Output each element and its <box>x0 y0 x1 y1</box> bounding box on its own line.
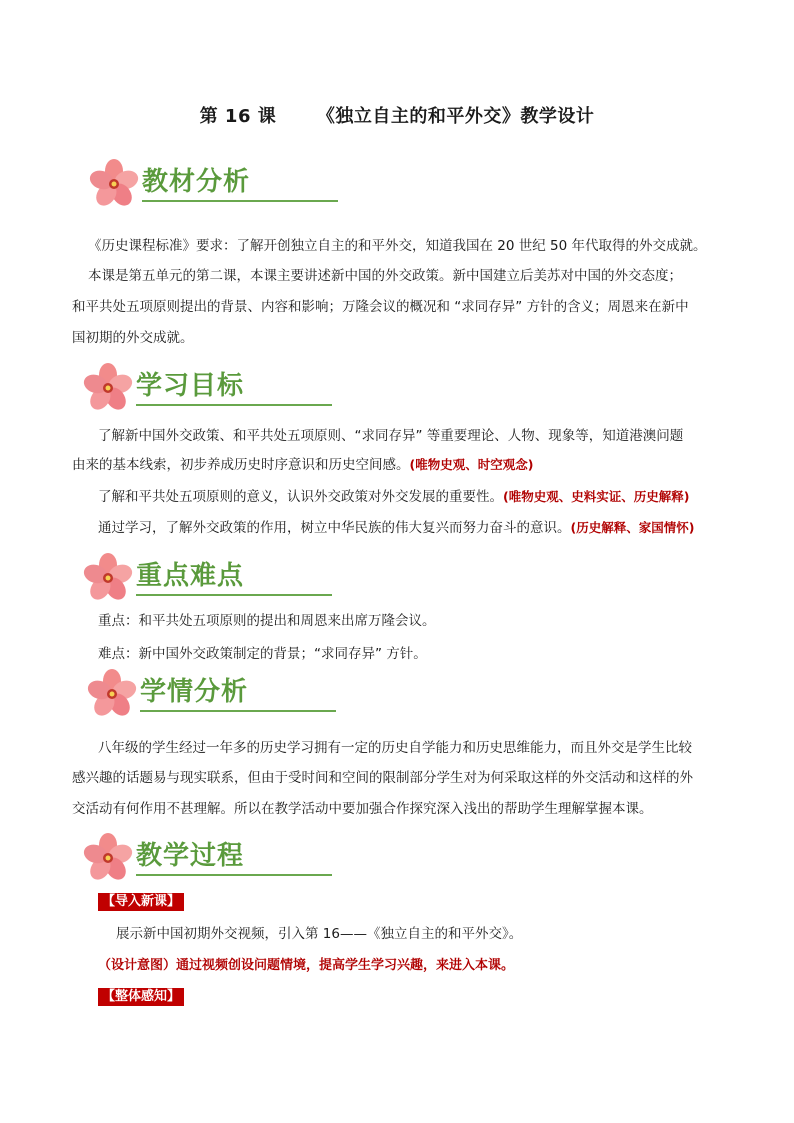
peach-blossom-icon <box>76 362 136 414</box>
paragraph: 交活动有何作用不甚理解。所以在教学活动中要加强合作探究深入浅出的帮助学生理解掌握本课。 <box>72 801 653 817</box>
stage-label-overview: 【整体感知】 <box>98 988 184 1006</box>
competency-tag: (唯物史观、时空观念) <box>409 457 534 472</box>
paragraph: 感兴趣的话题易与现实联系，但由于受时间和空间的限制部分学生对为何采取这样的外交活动和这样的外 <box>72 770 693 786</box>
document-title: 第 16 课 《独立自主的和平外交》教学设计 <box>199 106 595 127</box>
section-title: 教学过程 <box>136 841 245 871</box>
section-header-key <box>76 552 476 604</box>
paragraph: 国初期的外交成就。 <box>72 330 194 346</box>
peach-blossom-icon <box>82 158 142 210</box>
paragraph <box>98 485 758 509</box>
section-underline <box>142 200 338 202</box>
peach-blossom-icon <box>76 832 136 884</box>
goal-text: 了解和平共处五项原则的意义，认识外交政策对外交发展的重要性。 <box>98 489 503 505</box>
section-header-goals <box>76 362 476 414</box>
section-title: 学习目标 <box>136 371 245 401</box>
paragraph <box>72 453 732 477</box>
section-header-analysis <box>82 158 482 210</box>
paragraph: 了解新中国外交政策、和平共处五项原则、“求同存异” 等重要理论、人物、现象等，知道港澳问题 <box>98 428 684 444</box>
paragraph: 重点：和平共处五项原则的提出和周恩来出席万隆会议。 <box>98 613 436 629</box>
goal-text: 通过学习，了解外交政策的作用，树立中华民族的伟大复兴而努力奋斗的意识。 <box>98 520 571 536</box>
section-title: 学情分析 <box>140 677 249 707</box>
section-underline <box>140 710 336 712</box>
section-underline <box>136 404 332 406</box>
goal-text: 由来的基本线索，初步养成历史时序意识和历史空间感。 <box>72 457 410 473</box>
section-underline <box>136 874 332 876</box>
peach-blossom-icon <box>76 552 136 604</box>
competency-tag: (唯物史观、史料实证、历史解释) <box>503 489 690 504</box>
section-header-process <box>76 832 476 884</box>
section-underline <box>136 594 332 596</box>
paragraph: 和平共处五项原则提出的背景、内容和影响；万隆会议的概况和 “求同存异” 方针的含义；周恩来在新中 <box>72 299 689 315</box>
competency-tag: (历史解释、家国情怀) <box>570 520 695 535</box>
paragraph: 展示新中国初期外交视频，引入第 16——《独立自主的和平外交》。 <box>116 926 523 942</box>
stage-label-intro: 【导入新课】 <box>98 893 184 911</box>
paragraph: 难点：新中国外交政策制定的背景；“求同存异” 方针。 <box>98 646 427 662</box>
paragraph: 本课是第五单元的第二课，本课主要讲述新中国的外交政策。新中国建立后美苏对中国的外交态度； <box>88 268 682 284</box>
section-title: 教材分析 <box>142 167 251 197</box>
peach-blossom-icon <box>80 668 140 720</box>
section-title: 重点难点 <box>136 561 245 591</box>
paragraph: 八年级的学生经过一年多的历史学习拥有一定的历史自学能力和历史思维能力，而且外交是学生比较 <box>98 740 692 756</box>
paragraph: 《历史课程标准》要求：了解开创独立自主的和平外交，知道我国在 20 世纪 50 年代取得的外交成就。 <box>88 238 707 254</box>
section-header-learners <box>80 668 480 720</box>
design-intent-note: （设计意图）通过视频创设问题情境，提高学生学习兴趣，来进入本课。 <box>98 958 515 973</box>
paragraph <box>98 516 758 540</box>
